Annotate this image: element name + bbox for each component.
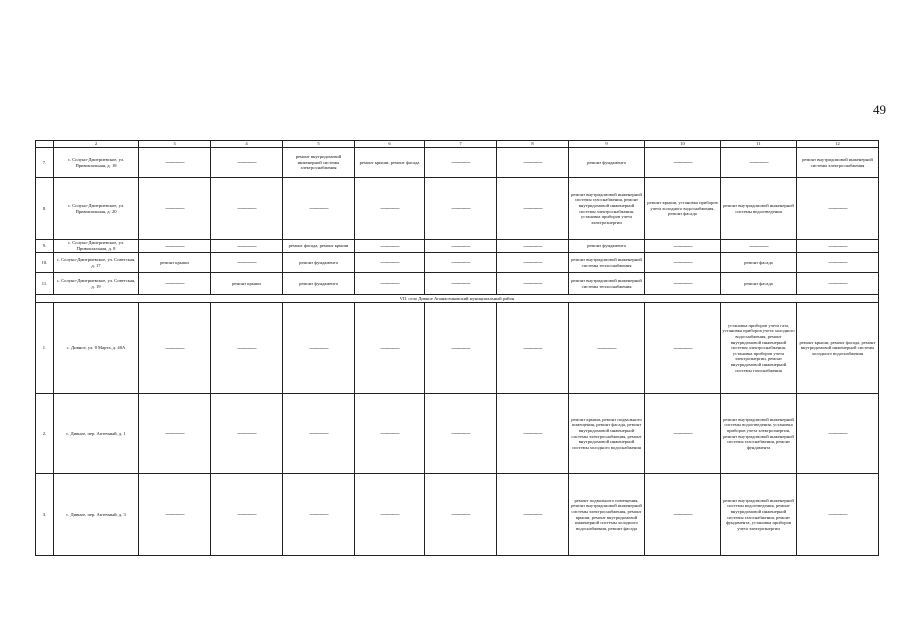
dash-mark: ———: [828, 241, 847, 250]
work-cell: [425, 253, 497, 273]
dash-mark: ———: [749, 241, 768, 250]
header-cell: 6: [355, 141, 425, 148]
work-cell: [797, 253, 879, 273]
dash-mark: ———: [165, 429, 184, 438]
dash-mark: ———: [451, 204, 470, 213]
work-cell: ремонт фасада: [721, 253, 797, 273]
dash-mark: ———: [165, 204, 184, 213]
work-cell: ремонт внутридомовой инженерной системы водоотведения, ремонт внутридомовой инженерной системы газоснабжения, ремонт фундамента, установка приборов учета электроэнергии: [721, 474, 797, 556]
work-cell: [139, 148, 211, 178]
work-cell: [283, 178, 355, 240]
dash-mark: ———: [451, 429, 470, 438]
header-cell: 4: [211, 141, 283, 148]
section-row: [36, 295, 879, 303]
work-cell: [721, 148, 797, 178]
dash-mark: ———: [828, 510, 847, 519]
work-cell: [797, 273, 879, 295]
table-row: [36, 303, 879, 394]
row-number-cell: 10.: [36, 253, 54, 273]
table-row: [36, 273, 879, 295]
work-cell: [645, 474, 721, 556]
dash-mark: ———: [673, 343, 692, 352]
row-number-cell: 11.: [36, 273, 54, 295]
dash-mark: ———: [828, 204, 847, 213]
dash-mark: ———: [673, 510, 692, 519]
work-cell: [139, 178, 211, 240]
row-number-cell: 1.: [36, 303, 54, 394]
dash-mark: ———: [523, 279, 542, 288]
dash-mark: ———: [309, 429, 328, 438]
dash-mark: ———: [237, 429, 256, 438]
work-cell: [139, 394, 211, 474]
dash-mark: ———: [597, 343, 616, 352]
work-cell: ремонт внутридомовой инженерной системы водоотведения, установка приборов учета электроэнергии, ремонт внутридомовой инженерной системы газоснабжения, ремонт фундамента: [721, 394, 797, 474]
work-cell: [497, 273, 569, 295]
row-number-cell: 2.: [36, 394, 54, 474]
work-cell: [355, 178, 425, 240]
work-cell: [211, 303, 283, 394]
address-cell: с. Солуно-Дмитриевское, ул. Советская, д. 17: [54, 253, 139, 273]
work-cell: ремонт крыши: [139, 253, 211, 273]
work-cell: [797, 240, 879, 253]
address-cell: с. Дивное, пер. Аптечный, д. 1: [54, 394, 139, 474]
work-cell: ремонт фундамента: [283, 273, 355, 295]
work-cell: [355, 273, 425, 295]
work-cell: [645, 303, 721, 394]
dash-mark: ———: [451, 279, 470, 288]
work-cell: [645, 394, 721, 474]
dash-mark: ———: [380, 258, 399, 267]
table-row: [36, 148, 879, 178]
work-cell: [425, 240, 497, 253]
work-cell: [355, 474, 425, 556]
dash-mark: ———: [165, 343, 184, 352]
work-cell: [497, 178, 569, 240]
table-row: [36, 240, 879, 253]
dash-mark: ———: [523, 510, 542, 519]
header-cell: 11: [721, 141, 797, 148]
address-cell: с. Дивное, ул. 8 Марта, д. 40А: [54, 303, 139, 394]
dash-mark: ———: [451, 343, 470, 352]
address-cell: с. Солуно-Дмитриевское, ул. Привокзальная, д. 18: [54, 148, 139, 178]
work-cell: [425, 178, 497, 240]
dash-mark: ———: [380, 510, 399, 519]
dash-mark: ———: [380, 279, 399, 288]
work-cell: [425, 273, 497, 295]
work-cell: [497, 474, 569, 556]
work-cell: [497, 303, 569, 394]
work-cell: ремонт фундамента: [569, 148, 645, 178]
dash-mark: ———: [828, 429, 847, 438]
table-row: [36, 253, 879, 273]
dash-mark: ———: [828, 258, 847, 267]
work-cell: [645, 240, 721, 253]
header-cell: [36, 141, 54, 148]
dash-mark: ———: [523, 204, 542, 213]
table-row: [36, 178, 879, 240]
work-cell: [139, 240, 211, 253]
work-cell: [283, 394, 355, 474]
dash-mark: ———: [237, 343, 256, 352]
dash-mark: ———: [673, 429, 692, 438]
dash-mark: ———: [165, 241, 184, 250]
work-cell: ремонт внутридомовой инженерной системы газоснабжения, ремонт внутридомовой инженерной системы электроснабжения, установка приборов учета электроэнергии: [569, 178, 645, 240]
work-cell: ремонт фундамента: [569, 240, 645, 253]
dash-mark: ———: [237, 204, 256, 213]
header-cell: 2: [54, 141, 139, 148]
dash-mark: ———: [451, 158, 470, 167]
address-cell: с. Солуно-Дмитриевское, ул. Советская, д. 19: [54, 273, 139, 295]
work-cell: ремонт крыши: [211, 273, 283, 295]
dash-mark: ———: [523, 258, 542, 267]
dash-mark: ———: [673, 279, 692, 288]
work-cell: [211, 240, 283, 253]
dash-mark: ———: [523, 343, 542, 352]
work-cell: [425, 148, 497, 178]
work-cell: [355, 394, 425, 474]
work-cell: ремонт внутридомовой инженерной системы теплоснабжения: [569, 253, 645, 273]
dash-mark: ———: [309, 204, 328, 213]
work-cell: [139, 303, 211, 394]
dash-mark: ———: [523, 158, 542, 167]
dash-mark: ———: [380, 241, 399, 250]
header-cell: 9: [569, 141, 645, 148]
dash-mark: ———: [673, 158, 692, 167]
work-cell: [497, 240, 569, 253]
table-row: [36, 474, 879, 556]
work-cell: [211, 474, 283, 556]
dash-mark: ———: [309, 343, 328, 352]
dash-mark: ———: [309, 510, 328, 519]
work-cell: [721, 240, 797, 253]
work-cell: [139, 273, 211, 295]
work-cell: установка приборов учета газа, установка приборов учета холодного водоснабжения, ремонт внутридомовой инженерной системы электроснабжения, установка приборов учета электроэнергии, ремонт внутридомовой инженерной системы газоснабжения: [721, 303, 797, 394]
work-cell: ремонт внутридомовой инженерной системы теплоснабжения: [569, 273, 645, 295]
work-cell: ремонт крыши, ремонт подвального помещения, ремонт фасада, ремонт внутридомовой инженерной системы электроснабжения, ремонт внутридомовой инженерной системы холодного водоснабжения: [569, 394, 645, 474]
dash-mark: ———: [451, 258, 470, 267]
work-cell: [425, 303, 497, 394]
dash-mark: ———: [523, 429, 542, 438]
dash-mark: ———: [237, 258, 256, 267]
work-cell: ремонт подвального помещения, ремонт внутридомовой инженерной системы электроснабжения, ремонт крыши, ремонт внутридомовой инженерной системы холодного водоснабжения, ремонт фасада: [569, 474, 645, 556]
work-cell: [211, 253, 283, 273]
dash-mark: ———: [165, 158, 184, 167]
dash-mark: ———: [165, 279, 184, 288]
dash-mark: ———: [380, 429, 399, 438]
work-cell: [425, 474, 497, 556]
row-number-cell: 8.: [36, 178, 54, 240]
dash-mark: ———: [673, 241, 692, 250]
row-number-cell: 7.: [36, 148, 54, 178]
address-cell: с. Дивное, пер. Аптечный, д. 3: [54, 474, 139, 556]
work-cell: ремонт крыши, установка приборов учета холодного водоснабжения, ремонт фасада: [645, 178, 721, 240]
dash-mark: ———: [237, 158, 256, 167]
header-cell: 5: [283, 141, 355, 148]
dash-mark: ———: [673, 258, 692, 267]
dash-mark: ———: [451, 241, 470, 250]
repair-schedule-table: [35, 140, 879, 556]
work-cell: ремонт внутридомовой инженерной системы электроснабжения: [283, 148, 355, 178]
work-cell: [211, 178, 283, 240]
work-cell: [797, 474, 879, 556]
header-cell: 3: [139, 141, 211, 148]
work-cell: [645, 148, 721, 178]
work-cell: ремонт фасада, ремонт крыши: [283, 240, 355, 253]
work-cell: [355, 240, 425, 253]
header-cell: 10: [645, 141, 721, 148]
work-cell: [283, 474, 355, 556]
header-row: [36, 141, 879, 148]
dash-mark: ———: [165, 510, 184, 519]
page-number: 49: [873, 102, 886, 117]
work-cell: [497, 394, 569, 474]
dash-mark: ———: [237, 510, 256, 519]
work-cell: ремонт крыши, ремонт фасада: [355, 148, 425, 178]
dash-mark: ———: [828, 279, 847, 288]
work-cell: ремонт крыши, ремонт фасада, ремонт внутридомовой инженерной системы холодного водоснабжения: [797, 303, 879, 394]
dash-mark: ———: [380, 343, 399, 352]
work-cell: [211, 394, 283, 474]
work-cell: [425, 394, 497, 474]
work-cell: [355, 303, 425, 394]
header-cell: 12: [797, 141, 879, 148]
work-cell: [211, 148, 283, 178]
work-cell: [797, 178, 879, 240]
work-cell: [497, 253, 569, 273]
work-cell: [797, 394, 879, 474]
row-number-cell: 3.: [36, 474, 54, 556]
work-cell: [569, 303, 645, 394]
header-cell: 8: [497, 141, 569, 148]
work-cell: [645, 253, 721, 273]
row-number-cell: 9.: [36, 240, 54, 253]
work-cell: ремонт внутридомовой инженерной системы электроснабжения: [797, 148, 879, 178]
dash-mark: ———: [523, 241, 542, 250]
address-cell: с. Солуно-Дмитриевское, ул. Привокзальная, д. 8: [54, 240, 139, 253]
work-cell: ремонт внутридомовой инженерной системы водоотведения: [721, 178, 797, 240]
dash-mark: ———: [451, 510, 470, 519]
work-cell: ремонт фундамента: [283, 253, 355, 273]
table-row: [36, 394, 879, 474]
work-cell: ремонт фасада: [721, 273, 797, 295]
work-cell: [355, 253, 425, 273]
work-cell: [497, 148, 569, 178]
work-cell: [645, 273, 721, 295]
dash-mark: ———: [749, 158, 768, 167]
work-cell: [139, 474, 211, 556]
address-cell: с. Солуно-Дмитриевское, ул. Привокзальная, д. 20: [54, 178, 139, 240]
dash-mark: ———: [237, 241, 256, 250]
work-cell: [283, 303, 355, 394]
header-cell: 7: [425, 141, 497, 148]
dash-mark: ———: [380, 204, 399, 213]
section-title: VII. село Дивное Апанасенковский муниципальный район: [36, 295, 879, 303]
